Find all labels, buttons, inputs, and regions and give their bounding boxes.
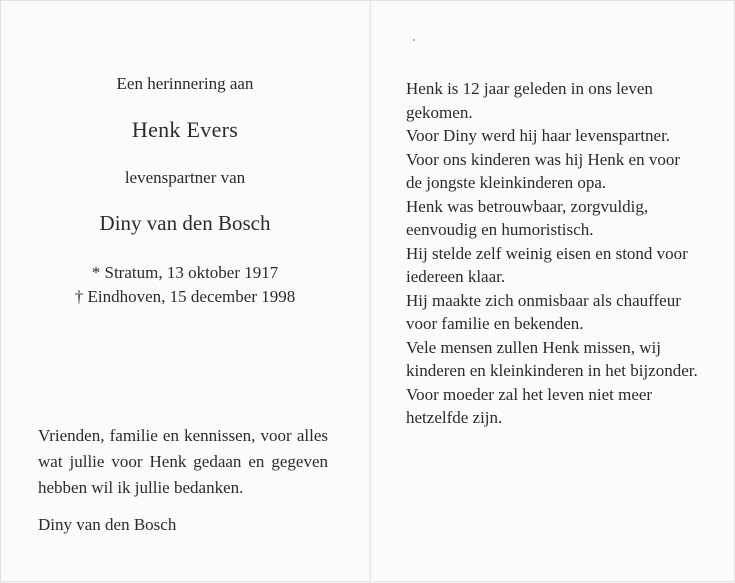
partner-name: Diny van den Bosch [99, 211, 271, 235]
thanks-paragraph: Vrienden, familie en kennissen, voor alles wat jullie voor Henk gedaan en gegeven hebben wil ik jullie bedanken. [38, 426, 328, 497]
tribute-line: eenvoudig en humoristisch. [406, 220, 594, 239]
tribute-line: voor familie en bekenden. [406, 314, 584, 333]
tribute-line: Voor moeder zal het leven niet meer [406, 384, 653, 404]
life-dates [1, 261, 369, 309]
tribute-line: Voor Diny werd hij haar levenspartner. [406, 126, 671, 145]
tribute-line: iedereen klaar. [406, 267, 506, 286]
birth-line: * Stratum, 13 oktober 1917 [91, 263, 279, 282]
tribute-line: kinderen en kleinkinderen in het bijzonder. [406, 361, 698, 380]
death-line: † Eindhoven, 15 december 1998 [74, 287, 296, 306]
tribute-line: Hij stelde zelf weinig eisen en stond voor [406, 243, 688, 263]
tribute-line: Henk was betrouwbaar, zorgvuldig, [406, 196, 649, 216]
tribute-line: Henk is 12 jaar geleden in ons leven [406, 79, 653, 98]
deceased-name: Henk Evers [131, 117, 239, 142]
right-page [373, 1, 735, 583]
tribute-line: gekomen. [406, 102, 473, 122]
tribute-line: hetzelfde zijn. [406, 408, 503, 427]
tribute-text [406, 77, 726, 430]
tribute-line: Voor ons kinderen was hij Henk en voor [406, 149, 681, 169]
partner-label: levenspartner van [124, 168, 246, 187]
left-page [1, 1, 369, 583]
tribute-line: Vele mensen zullen Henk missen, wij [406, 337, 661, 357]
signature: Diny van den Bosch [38, 515, 177, 534]
tribute-line: de jongste kleinkinderen opa. [406, 173, 607, 192]
intro-text: Een herinnering aan [116, 74, 254, 93]
tribute-line: Hij maakte zich onmisbaar als chauffeur [406, 290, 681, 310]
